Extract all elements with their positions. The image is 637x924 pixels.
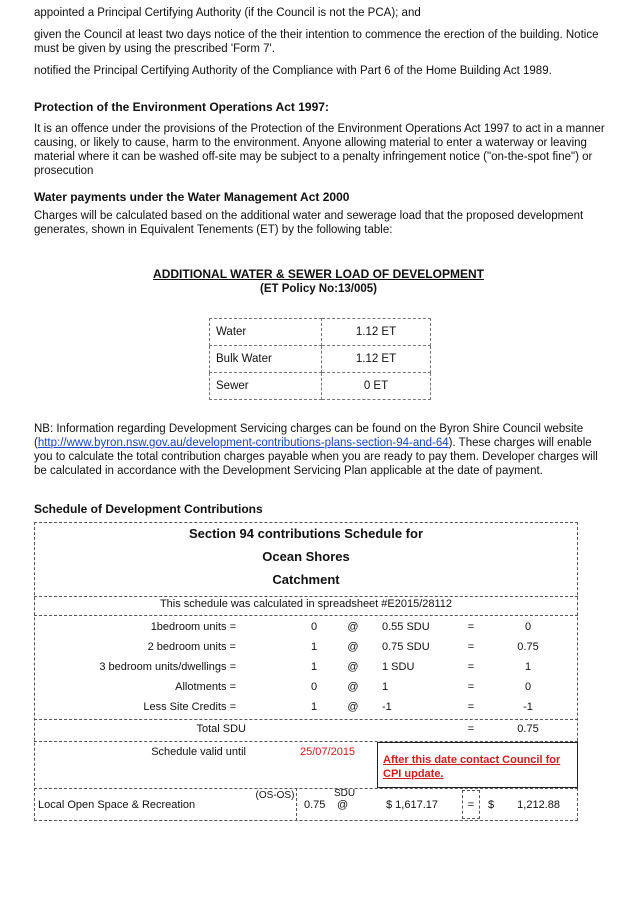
- schedule-title: Section 94 contributions Schedule for: [188, 526, 424, 541]
- paragraph-compliance: notified the Principal Certifying Authority of the Compliance with Part 6 of the Home Building Act 1989.: [34, 65, 552, 77]
- total-value: 0.75: [517, 723, 539, 735]
- row-label: Less Site Credits =: [143, 701, 236, 713]
- row-rate: 1: [382, 681, 389, 693]
- row-rate: -1: [382, 701, 392, 713]
- row-rate: 0.75 SDU: [382, 641, 430, 653]
- nb-paragraph: [34, 422, 606, 478]
- item-amount: 1,212.88: [517, 799, 560, 811]
- row-label: Water: [210, 319, 322, 346]
- row-at: @: [347, 681, 359, 693]
- row-at: @: [347, 661, 359, 673]
- row-qty: 0: [310, 621, 318, 633]
- valid-date: 25/07/2015: [300, 746, 356, 758]
- poeo-text: It is an offence under the provisions of the Protection of the Environment Operations Act 1997 to act in a manner causing, or likely to cause, harm to the environment. Anyone allowing material to enter a waterway or leaving material where it can be washed off-site may be subject to a penalty infringement notice ("on-the-spot fine") or prosecution: [34, 123, 605, 177]
- paragraph-notice: given the Council at least two days notice of the their intention to commence the erection of the building. Notice must be given by using the prescribed 'Form 7'.: [34, 29, 599, 55]
- row-qty: 1: [310, 661, 318, 673]
- row-label: Sewer: [210, 373, 322, 400]
- cpi-note: After this date contact Council for CPI update.: [383, 754, 561, 780]
- row-eq: =: [467, 641, 475, 653]
- row-label: Allotments =: [175, 681, 236, 693]
- item-currency: $: [488, 799, 495, 811]
- row-eq: =: [467, 621, 475, 633]
- total-label: Total SDU: [196, 723, 246, 735]
- row-label: Bulk Water: [210, 346, 322, 373]
- divider: [296, 788, 297, 821]
- row-at: @: [347, 641, 359, 653]
- row-eq: =: [467, 701, 475, 713]
- servicing-charges-link[interactable]: http://www.byron.nsw.gov.au/development-contributions-plans-section-94-and-64: [37, 437, 449, 449]
- row-at: @: [347, 621, 359, 633]
- item-code: (OS-OS): [255, 790, 295, 801]
- item-label: Local Open Space & Recreation: [38, 799, 196, 811]
- nb-after: ). These charges will enable you to calculate the total contribution charges payable when you are ready to pay them. Developer charges will be calculated in accordance with the Development Servicing Plan applicable at the date of payment.: [34, 437, 598, 477]
- row-eq: =: [467, 661, 475, 673]
- table-row: [210, 373, 431, 400]
- nb-before: NB: Information regarding Development Servicing charges can be found on the Byron Shire Council website (: [34, 423, 584, 449]
- total-eq: =: [467, 723, 475, 735]
- water-text: Charges will be calculated based on the additional water and sewerage load that the proposed development generates, shown in Equivalent Tenements (ET) by the following table:: [34, 210, 584, 236]
- water-heading: Water payments under the Water Management Act 2000: [34, 190, 350, 204]
- poeo-heading: Protection of the Environment Operations Act 1997:: [34, 100, 329, 114]
- table-row: [210, 346, 431, 373]
- load-table-subtitle: (ET Policy No:13/005): [260, 283, 377, 295]
- row-result: 0.75: [517, 641, 539, 653]
- schedule-catchment: Catchment: [272, 572, 340, 587]
- item-sdu-header: SDU: [334, 788, 356, 799]
- row-result: -1: [523, 701, 533, 713]
- row-eq: =: [467, 681, 475, 693]
- schedule-note: This schedule was calculated in spreadsheet #E2015/28112: [159, 598, 453, 610]
- row-qty: 1: [310, 701, 318, 713]
- row-qty: 0: [310, 681, 318, 693]
- row-result: 0: [524, 621, 532, 633]
- row-value: 0 ET: [322, 373, 431, 400]
- item-eq: =: [467, 799, 475, 811]
- load-table: [209, 318, 431, 400]
- row-label: 2 bedroom units =: [147, 641, 236, 653]
- schedule-heading: Schedule of Development Contributions: [34, 502, 263, 516]
- row-qty: 1: [310, 641, 318, 653]
- row-value: 1.12 ET: [322, 319, 431, 346]
- paragraph-pca: appointed a Principal Certifying Authority (if the Council is not the PCA); and: [34, 7, 421, 19]
- valid-label: Schedule valid until: [151, 746, 246, 758]
- row-result: 0: [524, 681, 532, 693]
- row-rate: 0.55 SDU: [382, 621, 430, 633]
- row-label: 3 bedroom units/dwellings =: [99, 661, 236, 673]
- row-value: 1.12 ET: [322, 346, 431, 373]
- load-table-title: ADDITIONAL WATER & SEWER LOAD OF DEVELOPMENT: [153, 267, 484, 281]
- table-row: [210, 319, 431, 346]
- schedule-catchment-name: Ocean Shores: [262, 549, 350, 564]
- item-qty: 0.75: [304, 799, 326, 811]
- row-label: 1bedroom units =: [150, 621, 236, 633]
- row-rate: 1 SDU: [382, 661, 415, 673]
- item-rate: $ 1,617.17: [386, 799, 438, 811]
- item-at: @: [337, 799, 349, 811]
- row-at: @: [347, 701, 359, 713]
- row-result: 1: [524, 661, 532, 673]
